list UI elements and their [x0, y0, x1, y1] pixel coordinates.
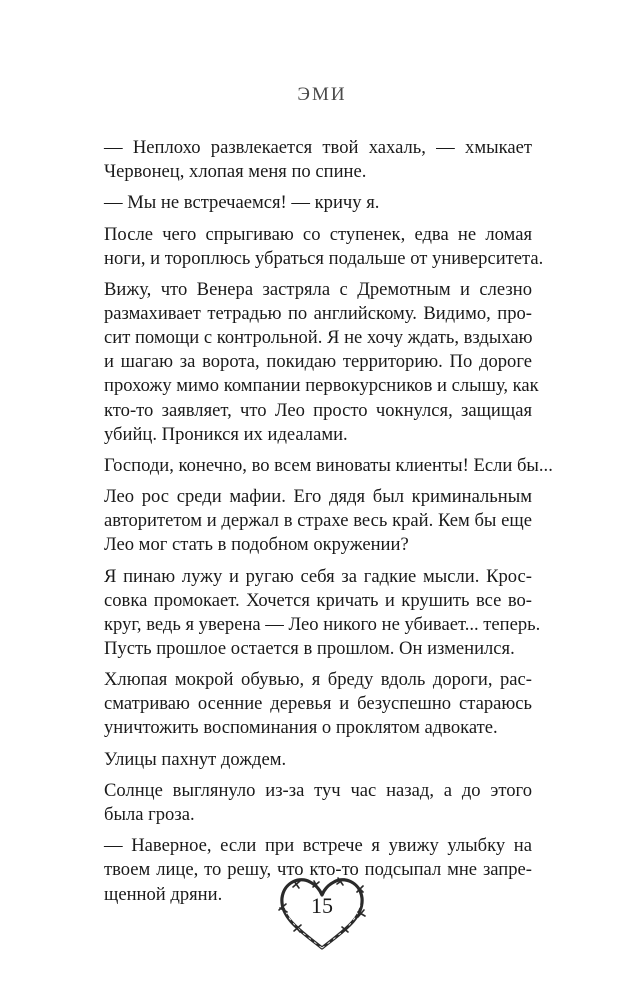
text-line: была гроза.: [104, 804, 195, 826]
paragraph: [104, 278, 539, 447]
text-line: После чего спрыгиваю со ступенек, едва не ломая: [104, 223, 532, 245]
text-line: авторитетом и держал в страхе весь край. Кем бы еще: [104, 510, 532, 532]
text-line: ноги, и тороплюсь убраться подальше от университета.: [104, 247, 544, 269]
text-line: уничтожить воспоминания о проклятом адвокате.: [104, 717, 498, 739]
page-number: 15: [311, 893, 333, 918]
text-line: прохожу мимо компании первокурсников и слышу, как: [104, 375, 539, 397]
text-line: Пусть прошлое остается в прошлом. Он изменился.: [104, 637, 515, 659]
paragraph: [104, 136, 532, 184]
text-line: щенной дряни.: [104, 883, 223, 905]
text-line: — Наверное, если при встрече я увижу улыбку на: [104, 835, 532, 857]
text-line: Лео рос среди мафии. Его дядя был криминальным: [104, 486, 532, 508]
paragraph: [104, 223, 544, 271]
text-line: твоем лице, то решу, что кто-то подсыпал мне запре-: [104, 859, 532, 881]
running-title: ЭМИ: [297, 84, 347, 105]
page-folio: [272, 868, 372, 958]
text-line: кто-то заявляет, что Лео просто чокнулся, защищая: [104, 399, 532, 421]
text-line: Солнце выглянуло из-за туч час назад, а до этого: [104, 779, 532, 801]
text-line: сматриваю осенние деревья и безуспешно стараюсь: [104, 693, 532, 715]
text-line: и шагаю за ворота, покидаю территорию. По дороге: [104, 351, 532, 373]
paragraph: [104, 191, 532, 215]
body-text: [104, 136, 553, 914]
text-line: Вижу, что Венера застряла с Дремотным и слезно: [104, 279, 532, 301]
paragraph: [104, 565, 541, 661]
text-line: Я пинаю лужу и ругаю себя за гадкие мысли. Крос-: [104, 565, 532, 587]
text-line: размахивает тетрадью по английскому. Видимо, про-: [104, 303, 532, 325]
text-line: Червонец, хлопая меня по спине.: [104, 161, 367, 183]
text-line: Хлюпая мокрой обувью, я бреду вдоль дороги, рас-: [104, 669, 532, 691]
paragraph: [104, 454, 553, 478]
text-line: Господи, конечно, во всем виноваты клиенты! Если бы...: [104, 454, 553, 476]
text-line: — Мы не встречаемся! — кричу я.: [104, 192, 380, 214]
paragraph: [104, 485, 532, 557]
text-line: Улицы пахнут дождем.: [104, 748, 287, 770]
text-line: круг, ведь я уверена — Лео никого не убивает... теперь.: [104, 613, 541, 635]
paragraph: [104, 748, 532, 772]
paragraph: [104, 779, 532, 827]
text-line: Лео мог стать в подобном окружении?: [104, 534, 409, 556]
text-line: сит помощи с контрольной. Я не хочу ждать, вздыхаю: [104, 327, 533, 349]
text-line: убийц. Проникся их идеалами.: [104, 423, 348, 445]
paragraph: [104, 668, 532, 740]
text-line: совка промокает. Хочется кричать и крушить все во-: [104, 589, 532, 611]
text-line: — Неплохо развлекается твой хахаль, — хмыкает: [104, 137, 532, 158]
